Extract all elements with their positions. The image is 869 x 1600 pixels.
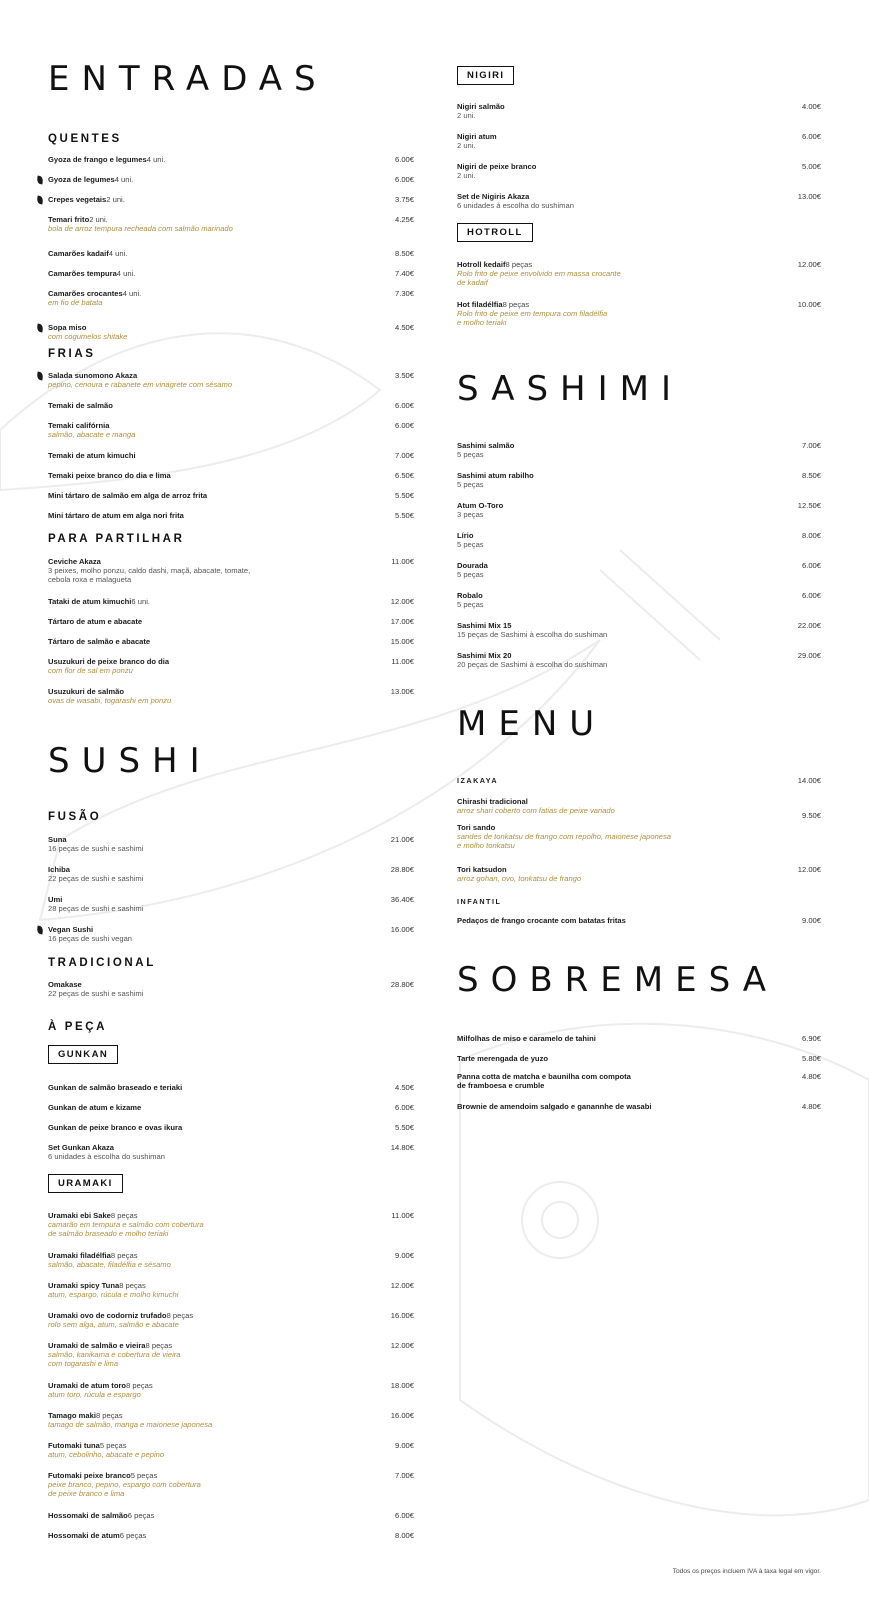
item-price: 6.00€	[801, 561, 821, 570]
item-description: 2 uni.	[457, 171, 476, 181]
item-description: 16 peças de sushi e sashimi	[48, 844, 144, 854]
menu-item	[48, 925, 414, 943]
item-price: 7.00€	[394, 1471, 414, 1480]
item-portion: 8 peças	[505, 260, 533, 269]
item-price: 5.50€	[394, 511, 414, 520]
item-price: 4.00€	[801, 102, 821, 111]
item-portion: 6 uni.	[131, 597, 150, 606]
item-price: 28.80€	[390, 980, 414, 989]
item-price: 15.00€	[390, 637, 414, 646]
item-portion: 4 uni.	[114, 175, 134, 184]
item-portion: 8 peças	[145, 1341, 173, 1350]
menu-item	[457, 591, 821, 609]
menu-item	[48, 175, 414, 184]
item-name: Temaki de salmão	[48, 401, 113, 410]
menu-item	[48, 557, 414, 585]
item-price: 11.00€	[391, 557, 414, 566]
menu-item	[457, 260, 821, 288]
item-description: 5 peças	[457, 540, 484, 550]
item-portion: 8 peças	[166, 1311, 194, 1320]
item-price: 10.00€	[797, 300, 821, 309]
sashimi-heading: SASHIMI	[457, 369, 684, 409]
gunkan-label: GUNKAN	[48, 1045, 118, 1064]
menu-item	[48, 1411, 414, 1429]
vegan-leaf-icon	[36, 324, 43, 333]
item-price: 3.75€	[394, 195, 414, 204]
item-price: 12.00€	[390, 1341, 414, 1350]
item-description: 20 peças de Sashimi à escolha do sushiman	[457, 660, 608, 670]
item-price: 5.00€	[801, 162, 821, 171]
item-price: 7.00€	[801, 441, 821, 450]
infantil-label: INFANTIL	[457, 897, 502, 906]
menu-item	[48, 687, 414, 705]
item-name: Salada sunomono Akaza	[48, 371, 138, 380]
item-description: 5 peças	[457, 480, 484, 490]
item-name: Camarões tempura4 uni.	[48, 269, 136, 278]
item-name: Tártaro de salmão e abacate	[48, 637, 151, 646]
item-price: 22.00€	[797, 621, 821, 630]
item-price: 12.50€	[797, 501, 821, 510]
item-description: 6 unidades à escolha do sushiman	[48, 1152, 165, 1162]
menu-item	[457, 865, 821, 883]
menu-item	[48, 1381, 414, 1399]
menu-item	[48, 491, 414, 500]
menu-item	[48, 1143, 414, 1161]
item-name: Sashimi Mix 15	[457, 621, 512, 630]
item-name: Omakase	[48, 980, 82, 989]
item-description: com flor de sal em ponzu	[48, 666, 133, 676]
izakaya-price: 14.00€	[797, 776, 821, 785]
item-name: Tataki de atum kimuchi6 uni.	[48, 597, 150, 606]
menu-item	[48, 1251, 414, 1269]
menu-item	[48, 371, 414, 389]
item-description: 5 peças	[457, 450, 484, 460]
frias-heading: FRIAS	[48, 348, 96, 360]
item-description: 5 peças	[457, 600, 484, 610]
menu-item	[48, 195, 414, 204]
item-price: 13.00€	[797, 192, 821, 201]
item-name: Gunkan de peixe branco e ovas ikura	[48, 1123, 183, 1132]
item-name: Usuzukuri de salmão	[48, 687, 124, 696]
item-price: 12.00€	[797, 260, 821, 269]
item-portion: 6 peças	[119, 1531, 147, 1540]
item-price: 3.50€	[394, 371, 414, 380]
item-price: 12.00€	[390, 1281, 414, 1290]
menu-item	[457, 441, 821, 459]
vegan-leaf-icon	[36, 176, 43, 185]
item-portion: 4 uni.	[146, 155, 166, 164]
item-price: 17.00€	[390, 617, 414, 626]
item-price: 6.50€	[394, 471, 414, 480]
item-name: Temaki califórnia	[48, 421, 110, 430]
menu-item	[457, 531, 821, 549]
item-name: Panna cotta de matcha e baunilha com compota de framboesa e crumble	[457, 1072, 631, 1091]
item-description: arroz shari coberto com fatias de peixe variado	[457, 806, 615, 816]
item-name: Sashimi salmão	[457, 441, 515, 450]
item-description: ovas de wasabi, togarashi em ponzu	[48, 696, 172, 706]
menu-item	[48, 1103, 414, 1112]
sushi-heading: SUSHI	[48, 741, 212, 781]
item-description: atum, espargo, rúcula e molho kimuchi	[48, 1290, 179, 1300]
item-description: 6 unidades à escolha do sushiman	[457, 201, 574, 211]
item-price: 18.00€	[390, 1381, 414, 1390]
item-name: Chirashi tradicional	[457, 797, 528, 806]
menu-item	[457, 651, 821, 669]
item-description: atum toro, rúcula e espargo	[48, 1390, 141, 1400]
item-price: 6.00€	[801, 132, 821, 141]
menu-item	[48, 835, 414, 853]
item-price: 8.50€	[801, 471, 821, 480]
item-name: Usuzukuri de peixe branco do dia	[48, 657, 170, 666]
item-price: 4.25€	[394, 215, 414, 224]
item-portion: 8 peças	[110, 1251, 138, 1260]
item-price: 6.00€	[394, 401, 414, 410]
item-description: bola de arroz tempura recheada com salmão marinado	[48, 224, 233, 234]
menu-item	[457, 132, 821, 150]
item-portion: 8 peças	[119, 1281, 146, 1290]
menu-item	[48, 1281, 414, 1299]
item-price: 12.00€	[390, 597, 414, 606]
item-name: Sashimi Mix 20	[457, 651, 512, 660]
item-description: sandes de tonkatsu de frango com repolho, maionese japonesa e molho tonkatsu	[457, 832, 672, 851]
item-description: Rolo frito de peixe em tempura com filadélfia e molho teriaki	[457, 309, 608, 328]
item-description: Rolo frito de peixe envolvido em massa crocante de kadaif	[457, 269, 621, 288]
item-name: Ceviche Akaza	[48, 557, 101, 566]
item-name: Camarões crocantes4 uni.	[48, 289, 142, 298]
menu-item	[457, 621, 821, 639]
item-description: camarão em tempura e salmão com cobertura de salmão braseado e molho teriaki	[48, 1220, 204, 1239]
item-portion: 2 uni.	[106, 195, 125, 204]
vegan-leaf-icon	[36, 372, 43, 381]
item-description: em fio de batata	[48, 298, 103, 308]
item-name: Suna	[48, 835, 67, 844]
menu-item	[457, 300, 821, 328]
item-description: arroz gohan, ovo, tonkatsu de frango	[457, 874, 582, 884]
menu-item	[48, 617, 414, 626]
item-name: Hossomaki de salmão6 peças	[48, 1511, 155, 1520]
menu-item	[48, 289, 414, 307]
menu-item	[48, 401, 414, 410]
item-name: Hotroll kedaif8 peças	[457, 260, 533, 269]
item-name: Robalo	[457, 591, 483, 600]
entradas-heading: ENTRADAS	[48, 59, 328, 99]
menu-item	[48, 323, 414, 341]
item-name: Atum O-Toro	[457, 501, 504, 510]
item-portion: 8 peças	[126, 1381, 153, 1390]
menu-item	[457, 192, 821, 210]
item-name: Tori katsudon	[457, 865, 507, 874]
izakaya-row	[457, 776, 821, 785]
tax-footnote: Todos os preços incluem IVA à taxa legal em vigor.	[672, 1568, 821, 1575]
item-name: Milfolhas de miso e caramelo de tahini	[457, 1034, 596, 1043]
item-price: 11.00€	[391, 1211, 414, 1220]
menu-item	[457, 1072, 821, 1090]
infantil-row	[457, 897, 821, 906]
item-portion: 2 uni.	[89, 215, 108, 224]
item-description: peixe branco, pepino, espargo com cobertura de peixe branco e lima	[48, 1480, 201, 1499]
hotroll-label: HOTROLL	[457, 223, 533, 242]
item-name: Nigiri atum	[457, 132, 497, 141]
item-portion: 5 peças	[130, 1471, 158, 1480]
item-price: 8.50€	[394, 249, 414, 258]
item-description: salmão, kanikama e cobertura de vieira com togarashi e lima	[48, 1350, 181, 1369]
item-portion: 4 uni.	[116, 269, 136, 278]
item-name: Futomaki tuna5 peças	[48, 1441, 127, 1450]
item-description: 3 peixes, molho ponzu, caldo dashi, maçã, abacate, tomate, cebola roxa e malagueta	[48, 566, 251, 585]
menu-item	[48, 637, 414, 646]
item-name: Umi	[48, 895, 63, 904]
fusao-heading: FUSÃO	[48, 811, 102, 823]
item-name: Dourada	[457, 561, 488, 570]
menu-item	[48, 421, 414, 439]
item-price: 8.00€	[801, 531, 821, 540]
item-price: 14.80€	[390, 1143, 414, 1152]
item-price: 9.00€	[394, 1441, 414, 1450]
menu-item	[48, 1511, 414, 1520]
item-portion: 4 uni.	[122, 289, 142, 298]
item-price: 16.00€	[390, 1411, 414, 1420]
item-name: Temari frito2 uni.	[48, 215, 108, 224]
item-price: 28.80€	[390, 865, 414, 874]
item-price: 4.80€	[801, 1072, 821, 1081]
item-name: Sopa miso	[48, 323, 87, 332]
item-name: Futomaki peixe branco5 peças	[48, 1471, 158, 1480]
item-name: Sashimi atum rabilho	[457, 471, 534, 480]
menu-item	[48, 471, 414, 480]
item-description: 16 peças de sushi vegan	[48, 934, 133, 944]
menu-item	[457, 102, 821, 120]
menu-item	[48, 1311, 414, 1329]
menu-item	[457, 162, 821, 180]
item-name: Nigiri de peixe branco	[457, 162, 537, 171]
menu-item	[48, 215, 414, 233]
item-description: 2 uni.	[457, 141, 476, 151]
item-name: Camarões kadaif4 uni.	[48, 249, 128, 258]
item-description: 2 uni.	[457, 111, 476, 121]
item-name: Hossomaki de atum6 peças	[48, 1531, 147, 1540]
menu-item	[48, 597, 414, 606]
item-description: com cogumelos shitake	[48, 332, 128, 342]
vegan-leaf-icon	[36, 196, 43, 205]
menu-item	[48, 1083, 414, 1092]
item-price: 6.90€	[801, 1034, 821, 1043]
item-price: 7.40€	[394, 269, 414, 278]
item-name: Crepes vegetais2 uni.	[48, 195, 125, 204]
item-portion: 5 peças	[99, 1441, 127, 1450]
item-price: 13.00€	[390, 687, 414, 696]
item-name: Mini tártaro de atum em alga nori frita	[48, 511, 184, 520]
item-price: 6.00€	[394, 155, 414, 164]
item-price: 16.00€	[390, 925, 414, 934]
item-description: 22 peças de sushi e sashimi	[48, 989, 144, 999]
item-name: Tarte merengada de yuzo	[457, 1054, 549, 1063]
item-portion: 4 uni.	[108, 249, 128, 258]
item-name: Gyoza de frango e legumes4 uni.	[48, 155, 166, 164]
item-portion: 6 peças	[127, 1511, 155, 1520]
item-portion: 8 peças	[110, 1211, 138, 1220]
item-description: salmão, abacate e manga	[48, 430, 136, 440]
item-price: 6.00€	[394, 1511, 414, 1520]
a-peca-heading: À PEÇA	[48, 1021, 108, 1033]
item-description: 3 peças	[457, 510, 484, 520]
menu-item	[48, 451, 414, 460]
nigiri-label: NIGIRI	[457, 66, 514, 85]
menu-item	[48, 980, 414, 998]
item-description: rolo sem alga, atum, salmão e abacate	[48, 1320, 179, 1330]
tradicional-heading: TRADICIONAL	[48, 957, 156, 969]
sobremesa-heading: SOBREMESA	[457, 960, 779, 1000]
item-price: 16.00€	[390, 1311, 414, 1320]
menu-item	[48, 1341, 414, 1369]
menu-item	[457, 471, 821, 489]
item-name: Uramaki ebi Sake8 peças	[48, 1211, 138, 1220]
item-name: Uramaki de atum toro8 peças	[48, 1381, 153, 1390]
menu-item	[48, 1441, 414, 1459]
item-name: Mini tártaro de salmão em alga de arroz frita	[48, 491, 208, 500]
item-price: 7.30€	[394, 289, 414, 298]
item-description: salmão, abacate, filadélfia e sésamo	[48, 1260, 171, 1270]
quentes-heading: QUENTES	[48, 133, 122, 145]
item-name: Temaki peixe branco do dia e lima	[48, 471, 171, 480]
item-name: Brownie de amendoim salgado e ganannhe de wasabi	[457, 1102, 652, 1111]
menu-item	[48, 895, 414, 913]
item-name: Set Gunkan Akaza	[48, 1143, 114, 1152]
menu-item	[48, 1531, 414, 1540]
menu-item	[457, 1102, 821, 1111]
menu-item	[457, 561, 821, 579]
item-price: 21.00€	[390, 835, 414, 844]
menu-item	[48, 511, 414, 520]
item-price: 11.00€	[391, 657, 414, 666]
vegan-leaf-icon	[36, 926, 43, 935]
item-description: tamago de salmão, manga e maionese japonesa	[48, 1420, 213, 1430]
menu-item	[48, 269, 414, 278]
item-price: 5.50€	[394, 1123, 414, 1132]
item-name: Uramaki spicy Tuna8 peças	[48, 1281, 146, 1290]
menu-item	[457, 797, 821, 815]
menu-item	[48, 249, 414, 258]
item-name: Nigiri salmão	[457, 102, 505, 111]
item-name: Gunkan de salmão braseado e teriaki	[48, 1083, 183, 1092]
menu-item	[48, 155, 414, 164]
menu-item	[457, 1054, 821, 1063]
item-price: 29.00€	[797, 651, 821, 660]
item-price: 4.50€	[394, 1083, 414, 1092]
item-price: 9.50€	[801, 811, 821, 820]
item-name: Uramaki filadélfia8 peças	[48, 1251, 138, 1260]
item-name: Gunkan de atum e kizame	[48, 1103, 142, 1112]
item-name: Tori sando	[457, 823, 496, 832]
item-name: Uramaki ovo de codorniz trufado8 peças	[48, 1311, 194, 1320]
item-price: 9.00€	[394, 1251, 414, 1260]
item-name: Temaki de atum kimuchi	[48, 451, 136, 460]
item-portion: 8 peças	[95, 1411, 123, 1420]
menu-item	[48, 1471, 414, 1499]
menu-heading: MENU	[457, 704, 607, 744]
item-description: 28 peças de sushi e sashimi	[48, 904, 144, 914]
item-price: 5.80€	[801, 1054, 821, 1063]
item-name: Ichiba	[48, 865, 70, 874]
item-description: 22 peças de sushi e sashimi	[48, 874, 144, 884]
item-name: Vegan Sushi	[48, 925, 94, 934]
menu-item	[457, 501, 821, 519]
menu-item	[457, 916, 821, 925]
uramaki-label: URAMAKI	[48, 1174, 123, 1193]
item-price: 5.50€	[394, 491, 414, 500]
item-name: Uramaki de salmão e vieira8 peças	[48, 1341, 173, 1350]
item-name: Gyoza de legumes4 uni.	[48, 175, 134, 184]
item-price: 6.00€	[394, 1103, 414, 1112]
item-price: 12.00€	[797, 865, 821, 874]
item-name: Set de Nigiris Akaza	[457, 192, 530, 201]
item-description: 15 peças de Sashimi à escolha do sushiman	[457, 630, 608, 640]
item-price: 6.00€	[394, 421, 414, 430]
item-price: 6.00€	[801, 591, 821, 600]
item-portion: 8 peças	[502, 300, 530, 309]
item-price: 9.00€	[801, 916, 821, 925]
menu-item	[48, 1211, 414, 1239]
item-price: 4.50€	[394, 323, 414, 332]
item-price: 36.40€	[390, 895, 414, 904]
partilhar-heading: PARA PARTILHAR	[48, 533, 185, 545]
item-price: 7.00€	[394, 451, 414, 460]
item-description: atum, cebolinho, abacate e pepino	[48, 1450, 165, 1460]
item-price: 8.00€	[394, 1531, 414, 1540]
item-name: Tártaro de atum e abacate	[48, 617, 143, 626]
item-name: Hot filadélfia8 peças	[457, 300, 530, 309]
menu-item	[48, 865, 414, 883]
item-name: Pedaços de frango crocante com batatas fritas	[457, 916, 626, 925]
item-name: Lírio	[457, 531, 474, 540]
menu-item	[48, 1123, 414, 1132]
item-description: pepino, cenoura e rabanete em vinagrete com sésamo	[48, 380, 233, 390]
item-name: Tamago maki8 peças	[48, 1411, 123, 1420]
item-price: 6.00€	[394, 175, 414, 184]
menu-item	[48, 657, 414, 675]
item-price: 4.80€	[801, 1102, 821, 1111]
menu-item	[457, 1034, 821, 1043]
item-description: 5 peças	[457, 570, 484, 580]
izakaya-label: IZAKAYA	[457, 776, 499, 785]
